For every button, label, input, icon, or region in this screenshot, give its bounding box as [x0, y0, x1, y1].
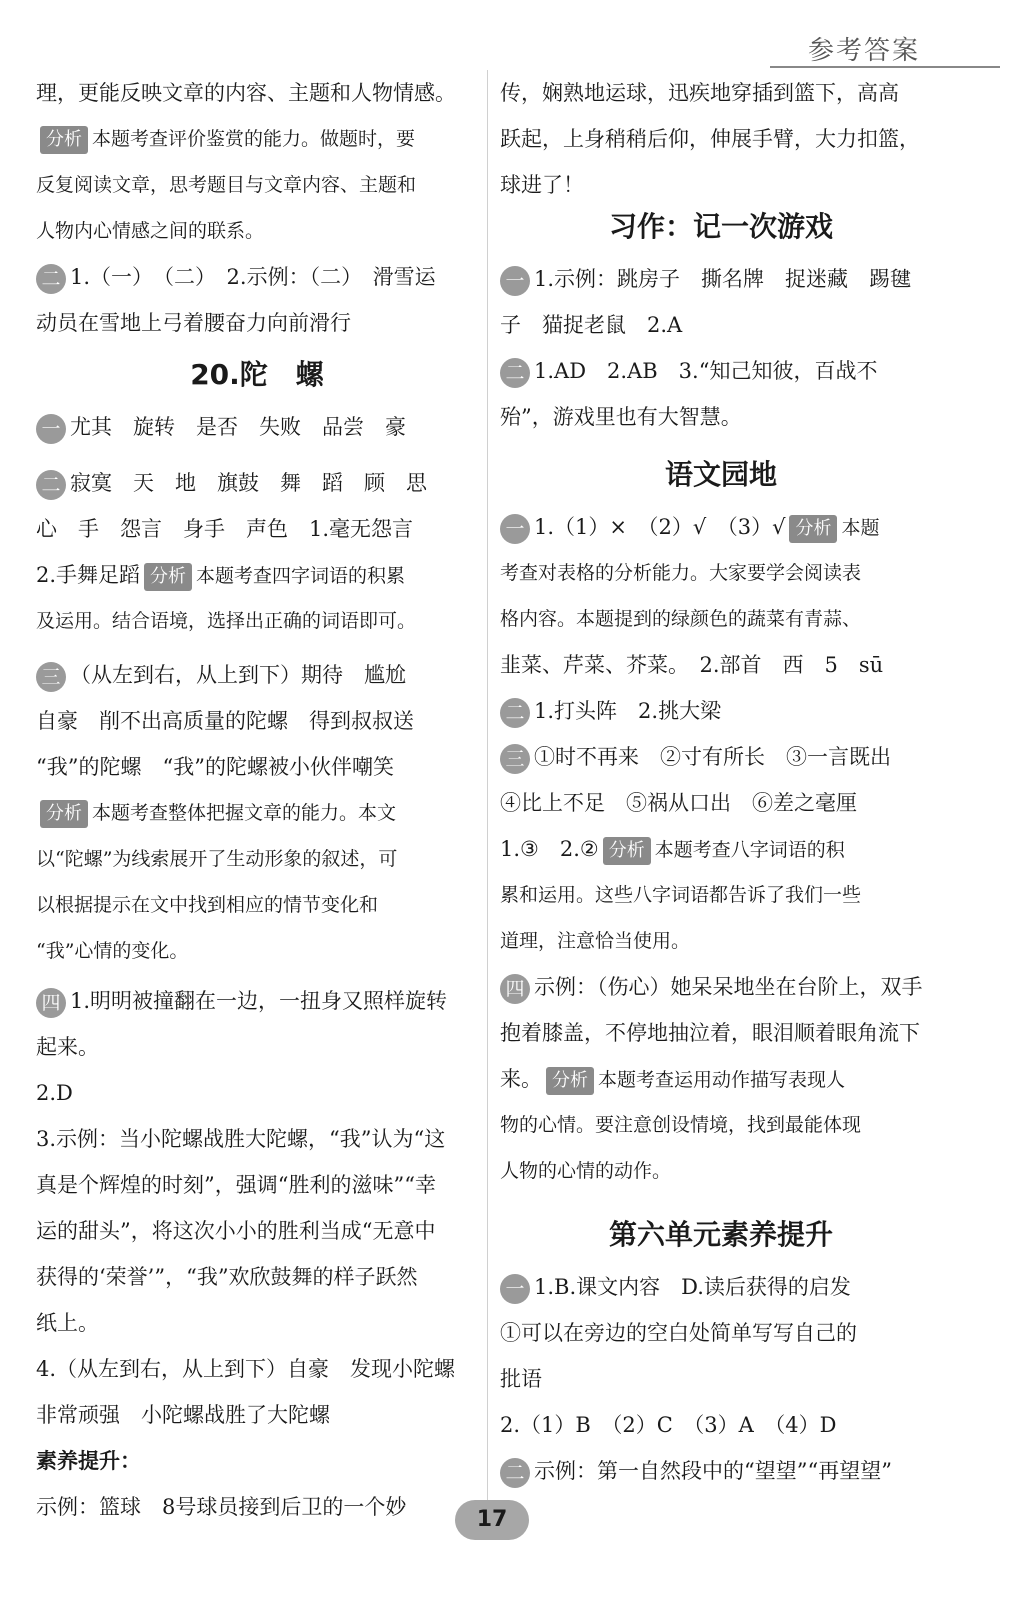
- text-line: 非常顽强 小陀螺战胜了大陀螺: [36, 1403, 330, 1427]
- answer-line: 一 1.B.课文内容 D.读后获得的启发: [500, 1264, 942, 1310]
- answer-line: 二 1.（一） （二） 2.示例：（二） 滑雪运: [36, 254, 478, 300]
- section-badge: 二: [500, 358, 530, 388]
- analysis-tag: 分析: [546, 1067, 594, 1095]
- lesson-title: 20.陀 螺: [190, 358, 324, 391]
- text-line: 抱着膝盖，不停地抽泣着，眼泪顺着眼角流下: [500, 1021, 920, 1045]
- section-heading: 习作：记一次游戏: [608, 210, 833, 243]
- text-line: 4.（从左到右，从上到下）自豪 发现小陀螺: [36, 1357, 456, 1381]
- analysis-line: 来。 分析 本题考查运用动作描写表现人: [500, 1056, 942, 1102]
- section-badge: 三: [500, 744, 530, 774]
- section-badge: 一: [500, 514, 530, 544]
- text-line: “我”心情的变化。: [36, 940, 189, 962]
- text-line: 纸上。: [36, 1311, 99, 1335]
- text-line: 自豪 削不出高质量的陀螺 得到叔叔送: [36, 709, 414, 733]
- answer-line: 二 1.打头阵 2.挑大梁: [500, 688, 942, 734]
- text-line: 示例：篮球 8号球员接到后卫的一个妙: [36, 1495, 407, 1519]
- column-divider: [487, 70, 488, 1510]
- analysis-tag: 分析: [40, 126, 88, 154]
- answer-line: 二 示例：第一自然段中的“望望”“再望望”: [500, 1448, 942, 1494]
- section-badge: 四: [36, 988, 66, 1018]
- answer-line: 一 1.示例：跳房子 撕名牌 捉迷藏 踢毽: [500, 256, 942, 302]
- text-line: 反复阅读文章，思考题目与文章内容、主题和: [36, 174, 417, 196]
- section-heading: 第六单元素养提升: [608, 1218, 833, 1251]
- text-line: 起来。: [36, 1035, 99, 1059]
- text-line: 及运用。结合语境，选择出正确的词语即可。: [36, 610, 417, 632]
- text-line: ④比上不足 ⑤祸从口出 ⑥差之毫厘: [500, 791, 857, 815]
- answer-line: 一 1.（1）× （2）√ （3）√ 分析 本题: [500, 504, 942, 550]
- text-line: 累和运用。这些八字词语都告诉了我们一些: [500, 884, 862, 906]
- text-line: 运的甜头”，将这次小小的胜利当成“无意中: [36, 1219, 436, 1243]
- text-line: 动员在雪地上弓着腰奋力向前滑行: [36, 311, 351, 335]
- answer-line: 一 尤其 旋转 是否 失败 品尝 豪: [36, 404, 478, 450]
- text-line: 跃起，上身稍稍后仰，伸展手臂，大力扣篮，: [500, 127, 920, 151]
- analysis-tag: 分析: [789, 515, 837, 543]
- header-rule: [770, 66, 1000, 68]
- text-line: 批语: [500, 1367, 542, 1391]
- text-line: 韭菜、芹菜、芥菜。 2.部首 西 5 sū: [500, 653, 884, 677]
- analysis-tag: 分析: [603, 837, 651, 865]
- analysis-line: 2.手舞足蹈 分析 本题考查四字词语的积累: [36, 552, 478, 598]
- text-line: 3.示例：当小陀螺战胜大陀螺，“我”认为“这: [36, 1127, 446, 1151]
- section-badge: 二: [36, 264, 66, 294]
- text-line: “我”的陀螺 “我”的陀螺被小伙伴嘲笑: [36, 755, 394, 779]
- header-label: 参考答案: [808, 36, 921, 66]
- section-heading: 语文园地: [664, 458, 777, 491]
- analysis-tag: 分析: [40, 800, 88, 828]
- text-line: 道理，注意恰当使用。: [500, 930, 691, 952]
- text-line: 以“陀螺”为线索展开了生动形象的叙述，可: [36, 848, 398, 870]
- text-line: 2.D: [36, 1081, 73, 1105]
- section-badge: 二: [500, 1458, 530, 1488]
- text-line: 格内容。本题提到的绿颜色的蔬菜有青蒜、: [500, 608, 862, 630]
- text-line: 子 猫捉老鼠 2.A: [500, 313, 683, 337]
- answer-line: 三 ①时不再来 ②寸有所长 ③一言既出: [500, 734, 942, 780]
- answer-line: 四 示例：（伤心）她呆呆地坐在台阶上，双手: [500, 964, 942, 1010]
- answer-line: 三 （从左到右，从上到下）期待 尴尬: [36, 652, 478, 698]
- page-number: 17: [455, 1500, 529, 1540]
- analysis-line: 1.③ 2.② 分析 本题考查八字词语的积: [500, 826, 942, 872]
- text-line: 以根据提示在文中找到相应的情节变化和: [36, 894, 379, 916]
- text-line: 传，娴熟地运球，迅疾地穿插到篮下，高高: [500, 81, 899, 105]
- section-badge: 三: [36, 662, 66, 692]
- section-subheading: 素养提升：: [36, 1449, 141, 1473]
- section-badge: 四: [500, 974, 530, 1004]
- answer-line: 四 1.明明被撞翻在一边，一扭身又照样旋转: [36, 978, 478, 1024]
- text-line: 人物内心情感之间的联系。: [36, 220, 265, 242]
- text-line: 人物的心情的动作。: [500, 1160, 672, 1182]
- analysis-line: 分析 本题考查评价鉴赏的能力。做题时，要: [36, 116, 478, 162]
- analysis-line: 分析 本题考查整体把握文章的能力。本文: [36, 790, 478, 836]
- text-line: 理，更能反映文章的内容、主题和人物情感。: [36, 81, 456, 105]
- text-line: 考查对表格的分析能力。大家要学会阅读表: [500, 562, 862, 584]
- text-line: 获得的‘荣誉’”，“我”欢欣鼓舞的样子跃然: [36, 1265, 418, 1289]
- section-badge: 二: [500, 698, 530, 728]
- text-line: 殆”，游戏里也有大智慧。: [500, 405, 742, 429]
- text-line: 真是个辉煌的时刻”，强调“胜利的滋味”“幸: [36, 1173, 436, 1197]
- text-line: 心 手 怨言 身手 声色 1.毫无怨言: [36, 517, 414, 541]
- answer-line: 二 1.AD 2.AB 3.“知己知彼，百战不: [500, 348, 942, 394]
- section-badge: 二: [36, 470, 66, 500]
- answer-line: 二 寂寞 天 地 旗鼓 舞 蹈 顾 思: [36, 460, 478, 506]
- section-badge: 一: [36, 414, 66, 444]
- text-line: 物的心情。要注意创设情境，找到最能体现: [500, 1114, 862, 1136]
- text-line: 球进了！: [500, 173, 584, 197]
- text-line: ①可以在旁边的空白处简单写写自己的: [500, 1321, 857, 1345]
- analysis-tag: 分析: [144, 563, 192, 591]
- section-badge: 一: [500, 1274, 530, 1304]
- section-badge: 一: [500, 266, 530, 296]
- text-line: 2.（1）B （2）C （3）A （4）D: [500, 1413, 837, 1437]
